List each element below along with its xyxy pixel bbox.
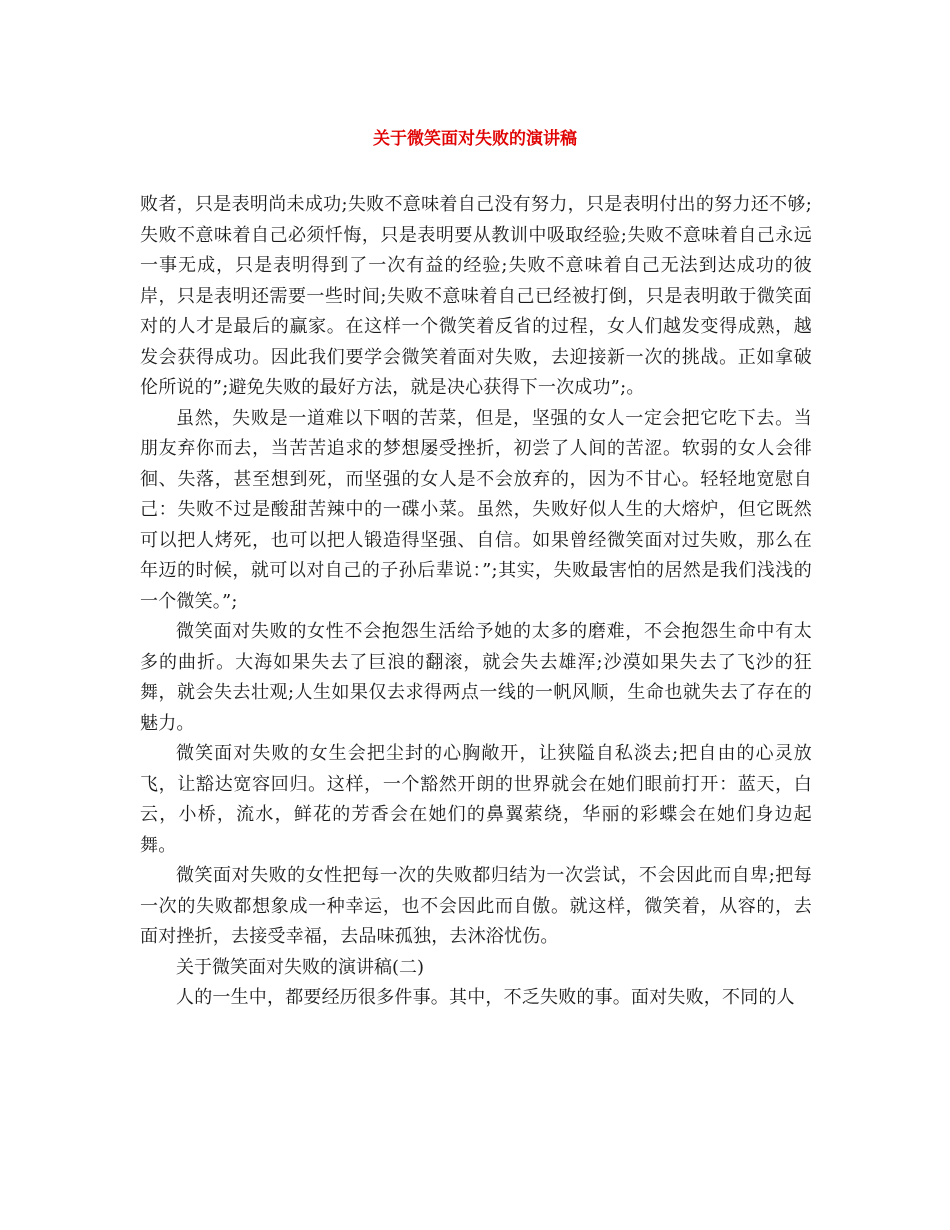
- paragraph-5: 微笑面对失败的女性把每一次的失败都归结为一次尝试，不会因此而自卑;把每一次的失败都想象成一种幸运，也不会因此而自傲。就这样，微笑着，从容的，去面对挫折，去接受幸福，去品味孤独，去沐浴忧伤。: [140, 865, 812, 947]
- paragraph-2: 虽然，失败是一道难以下咽的苦菜，但是，坚强的女人一定会把它吃下去。当朋友弃你而去，当苦苦追求的梦想屡受挫折，初尝了人间的苦涩。软弱的女人会徘徊、失落，甚至想到死，而坚强的女人是不会放弃的，因为不甘心。轻轻地宽慰自己：失败不过是酸甜苦辣中的一碟小菜。虽然，失败好似人生的大熔炉，但它既然可以把人烤死，也可以把人锻造得坚强、自信。如果曾经微笑面对过失败，那么在年迈的时候，就可以对自己的子孙后辈说：”;其实，失败最害怕的居然是我们浅浅的一个微笑。”;: [140, 407, 812, 612]
- paragraph-3: 微笑面对失败的女性不会抱怨生活给予她的太多的磨难，不会抱怨生命中有太多的曲折。大海如果失去了巨浪的翻滚，就会失去雄浑;沙漠如果失去了飞沙的狂舞，就会失去壮观;人生如果仅去求得两点一线的一帆风顺，生命也就失去了存在的魅力。: [140, 621, 812, 734]
- document-body: [140, 190, 812, 1014]
- section-subheading: 关于微笑面对失败的演讲稿(二): [176, 956, 425, 978]
- paragraph-6: 人的一生中，都要经历很多件事。其中，不乏失败的事。面对失败，不同的人: [176, 987, 795, 1008]
- paragraph-4: 微笑面对失败的女生会把尘封的心胸敞开，让狭隘自私淡去;把自由的心灵放飞，让豁达宽容回归。这样，一个豁然开朗的世界就会在她们眼前打开：蓝天，白云，小桥，流水，鲜花的芳香会在她们的鼻翼萦绕，华丽的彩蝶会在她们身边起舞。: [140, 743, 812, 856]
- document-title: 关于微笑面对失败的演讲稿: [373, 129, 577, 149]
- paragraph-1: 败者，只是表明尚未成功;失败不意味着自己没有努力，只是表明付出的努力还不够;失败不意味着自己必须忏悔，只是表明要从教训中吸取经验;失败不意味着自己永远一事无成，只是表明得到了一次有益的经验;失败不意味着自己无法到达成功的彼岸，只是表明还需要一些时间;失败不意味着自己已经被打倒，只是表明敢于微笑面对的人才是最后的赢家。在这样一个微笑着反省的过程，女人们越发变得成熟，越发会获得成功。因此我们要学会微笑着面对失败，去迎接新一次的挑战。正如拿破伦所说的”;避免失败的最好方法，就是决心获得下一次成功”;。: [140, 194, 812, 398]
